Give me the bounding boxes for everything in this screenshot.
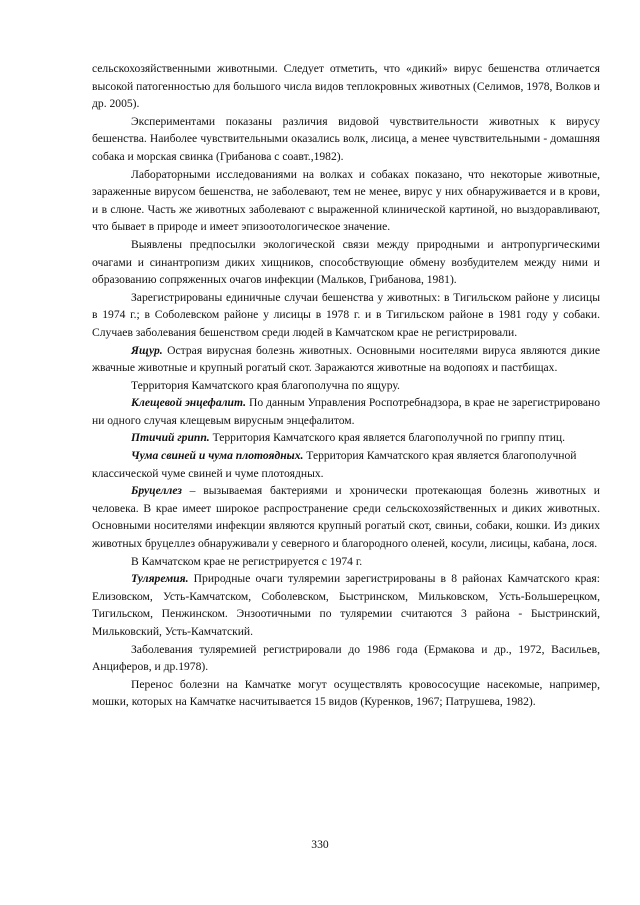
paragraph-rabies-laboratory [92, 166, 600, 236]
paragraph-tick-encephalitis [92, 394, 600, 429]
paragraph-text: – вызываемая бактериями и хронически протекающая болезнь животных и человека. В крае имеет широкое распространение среди сельскохозяйственных и диких животных. Основными носителями инфекции являются крупный рогатый скот, свиньи, собаки, кошки. Из диких животных бруцеллез обнаруживали у северного и благородного оленей, косули, лисицы, кабана, лося. [92, 484, 600, 551]
paragraph-text: Экспериментами показаны различия видовой чувствительности животных к вирусу бешенства. Наиболее чувствительными оказались волк, лисица, а менее чувствительными - домашняя собака и морская свинка (Грибанова с соавт.,1982). [92, 114, 600, 163]
paragraph-brucellosis-status [92, 553, 600, 571]
paragraph-fmd [92, 342, 600, 377]
paragraph-text: Лабораторными исследованиями на волках и собаках показано, что некоторые животные, зараженные вирусом бешенства, не заболевают, тем не менее, вирус у них обнаруживается и в крови, и в слюне. Часть же животных заболевают с выраженной клинической картиной, но выздоравливают, что бывает в природе и имеет эпизоотологическое значение. [92, 167, 600, 234]
page-body [92, 60, 600, 711]
paragraph-text: сельскохозяйственными животными. Следует отметить, что «дикий» вирус бешенства отличается высокой патогенностью для большого числа видов теплокровных животных (Селимов, 1978, Волков и др. 2005). [92, 62, 600, 111]
paragraph-text: В Камчатском крае не регистрируется с 1974 г. [131, 554, 363, 568]
paragraph-text: Зарегистрированы единичные случаи бешенства у животных: в Тигильском районе у лисицы в 1974 г.; в Соболевском районе у лисицы в 1978 г. и в Тигильском районе в 1981 году у собаки. Случаев заболевания бешенством среди людей в Камчатском крае не регистрировали. [92, 290, 600, 339]
paragraph-text: Острая вирусная болезнь животных. Основными носителями вируса являются дикие жвачные животные и крупный рогатый скот. Заражаются животные на водопоях и пастбищах. [92, 343, 600, 375]
paragraph-tularemia-vectors [92, 676, 600, 711]
paragraph-heading: Чума свиней и чума плотоядных. [131, 449, 304, 463]
paragraph-text: По данным Управления Роспотребнадзора, в крае не зарегистрировано ни одного случая клещевым вирусным энцефалитом. [92, 396, 600, 427]
paragraph-rabies-cases [92, 289, 600, 342]
paragraph-avian-flu [92, 429, 600, 447]
paragraph-text: Территория Камчатского края является благополучной классической чуме свиней и чуме плотоядных. [92, 449, 577, 480]
paragraph-text: Заболевания туляремией регистрировали до 1986 года (Ермакова и др., 1972, Васильев, Анциферов, и др.1978). [92, 642, 600, 674]
paragraph-text: Выявлены предпосылки экологической связи между природными и антропургическими очагами и синантропизм диких хищников, способствующие обмену возбудителем между ними и образованию сопряженных очагов инфекции (Мальков, Грибанова, 1981). [92, 237, 600, 287]
paragraph-rabies-sensitivity [92, 113, 600, 166]
paragraph-tularemia-cases [92, 641, 600, 676]
paragraph-rabies-ecology [92, 236, 600, 289]
paragraph-tularemia [92, 570, 600, 640]
paragraph-heading: Туляремия. [131, 572, 189, 586]
paragraph-heading: Птичий грипп. [131, 431, 210, 445]
paragraph-text: Перенос болезни на Камчатке могут осуществлять кровососущие насекомые, например, мошки, которых на Камчатке насчитывается 15 видов (Куренков, 1967; Патрушева, 1982). [92, 677, 600, 709]
paragraph-swine-fever [92, 447, 600, 482]
paragraph-heading: Ящур. [131, 343, 163, 357]
paragraph-heading: Бруцеллез [131, 484, 182, 498]
paragraph-brucellosis [92, 482, 600, 552]
paragraph-rabies-continuation [92, 60, 600, 113]
paragraph-heading: Клещевой энцефалит. [131, 396, 247, 410]
paragraph-fmd-status [92, 377, 600, 395]
paragraph-text: Природные очаги туляремии зарегистрированы в 8 районах Камчатского края: Елизовском, Усть-Камчатском, Соболевском, Быстринском, Мильковском, Усть-Большерецком, Тигильском, Пенжинском. Энзоотичными по туляремии считаются 3 района - Быстринский, Мильковский, Усть-Камчатский. [92, 572, 600, 638]
paragraph-text: Территория Камчатского края благополучна по ящуру. [131, 378, 400, 392]
paragraph-text: Территория Камчатского края является благополучной по гриппу птиц. [209, 431, 566, 445]
page-number: 330 [311, 838, 329, 851]
